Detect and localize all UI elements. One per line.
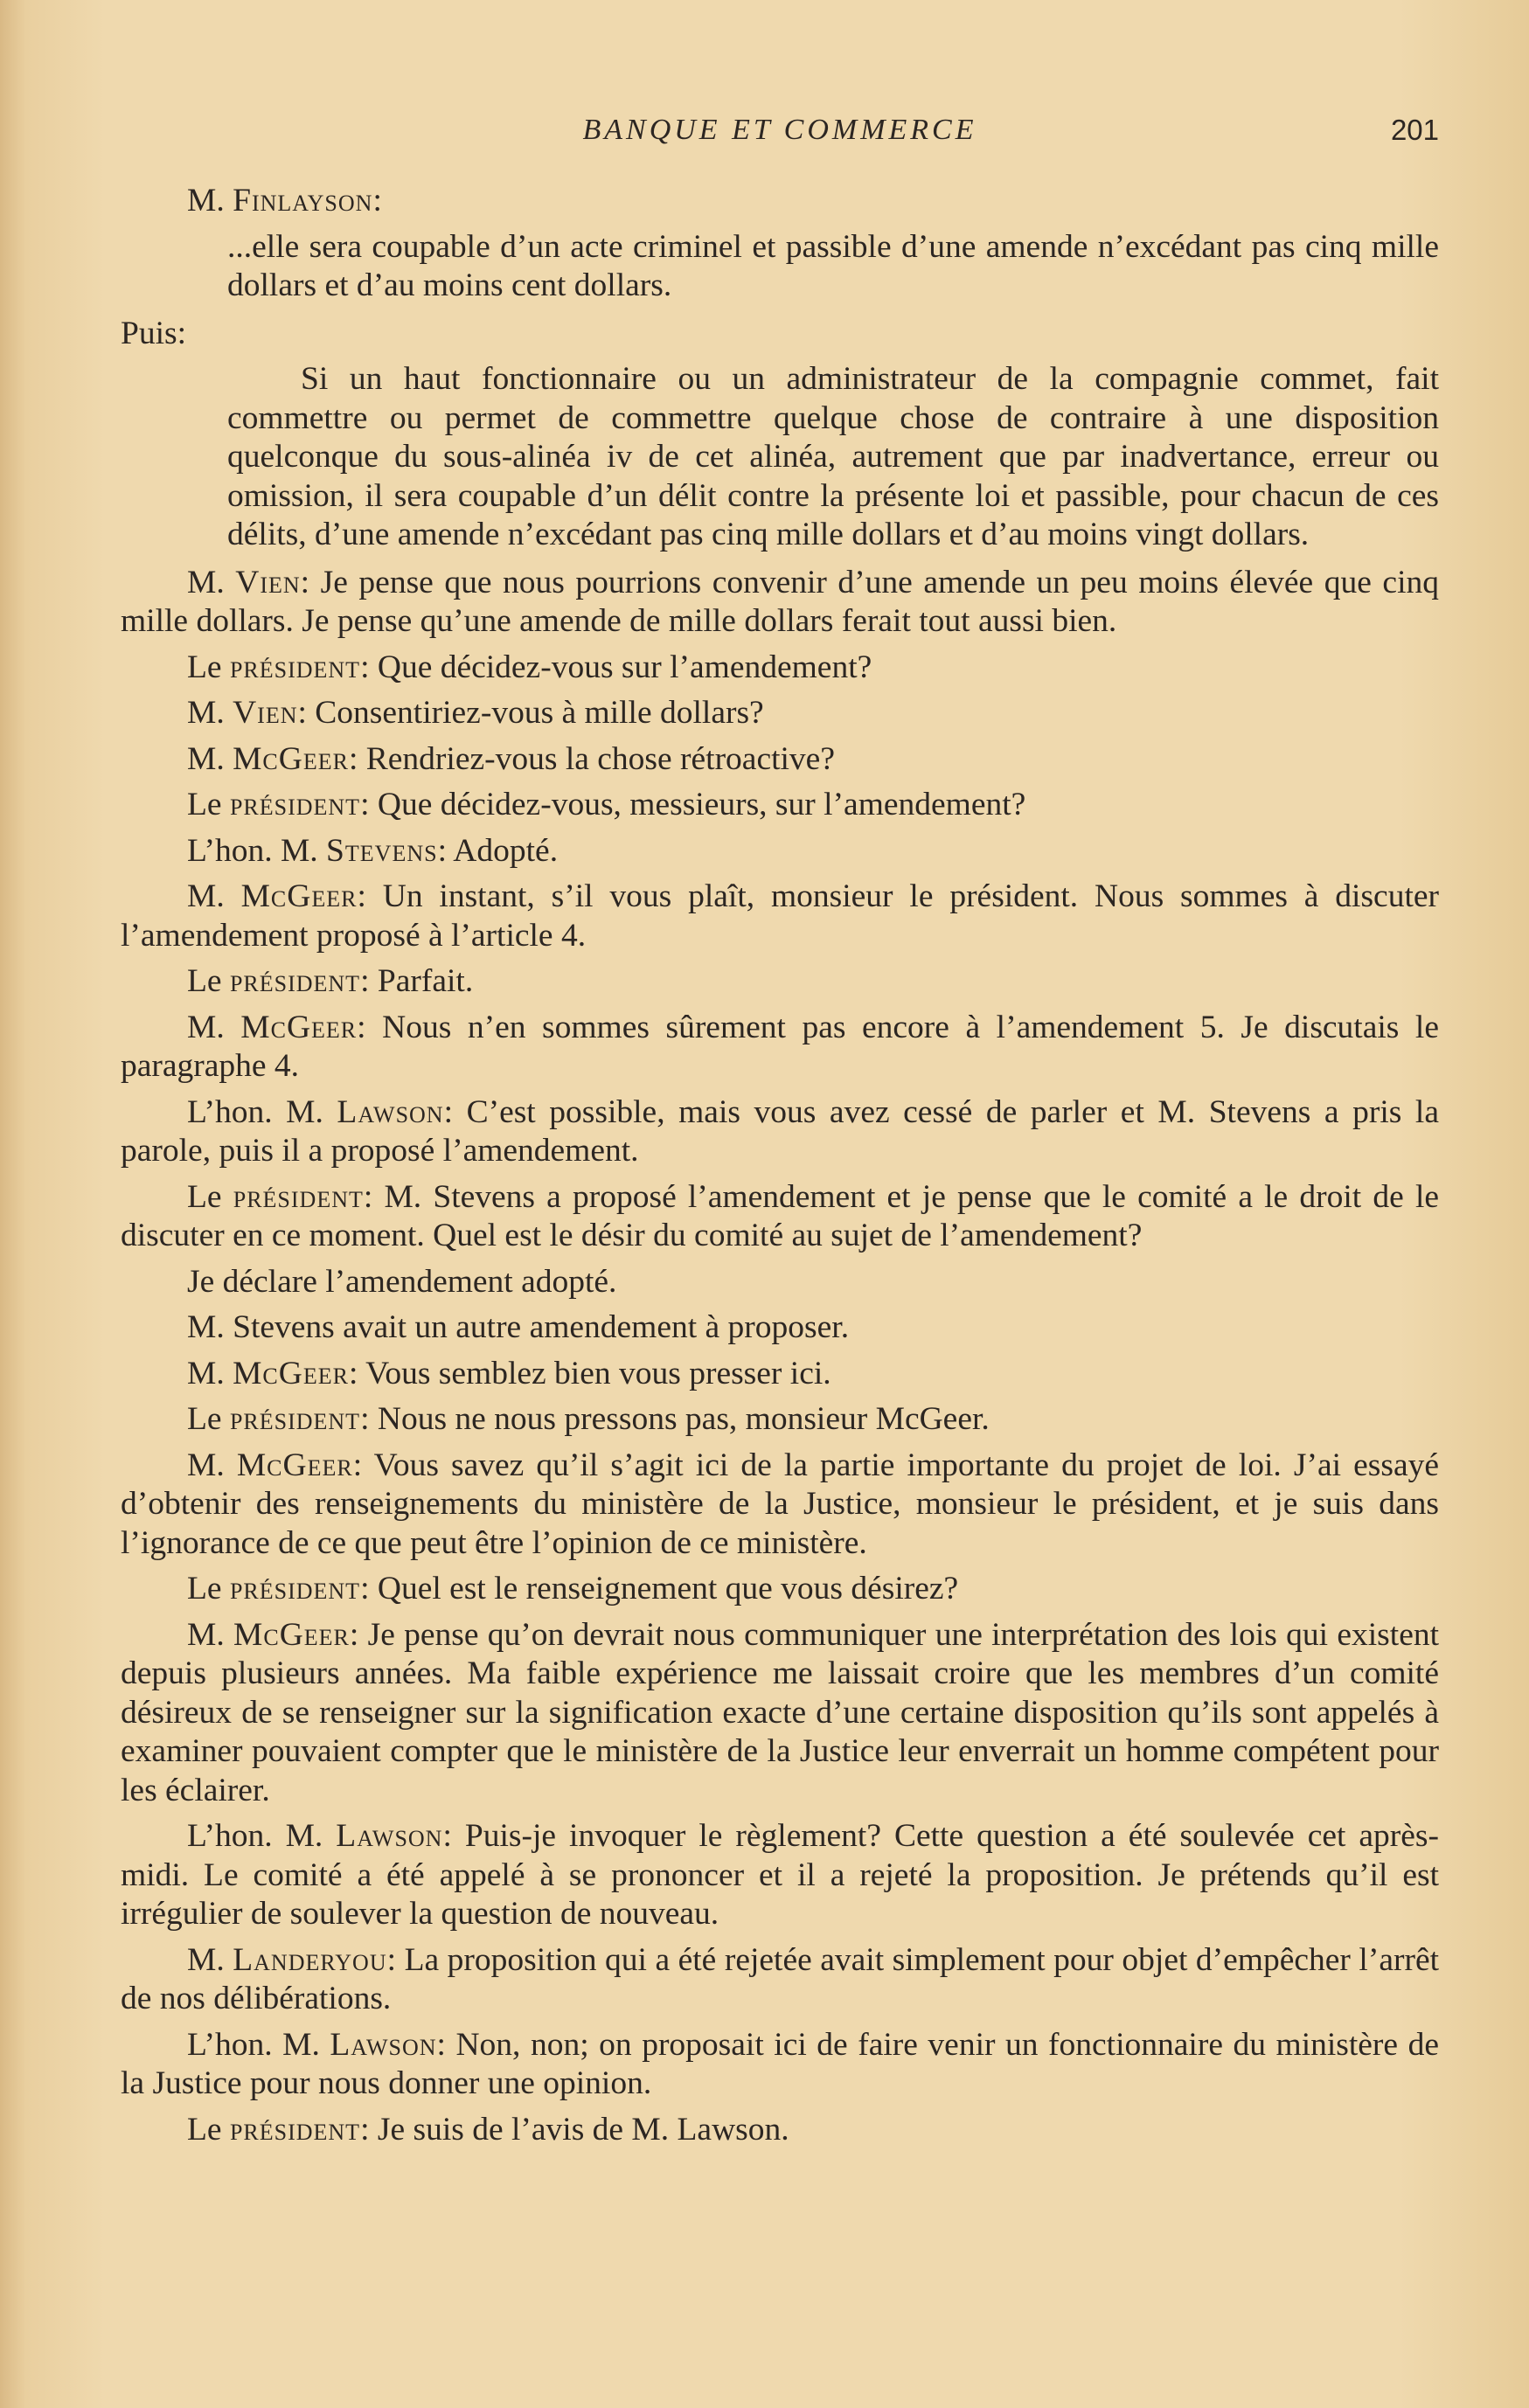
body-paragraph: Je déclare l’amendement adopté. — [187, 1263, 617, 1300]
speaker-name: Le président: — [187, 1401, 378, 1437]
speech-text: Puis-je invoquer le règlement? Cette question a été soulevée cet après-midi. Le comité a été appelé à se prononcer et il a rejeté la proposition. Je prétends qu’il est irrégulier de soulever la question de nouveau. — [121, 1818, 1440, 1932]
running-title: BANQUE ET COMMERCE — [582, 114, 977, 146]
speech-paragraph — [121, 1447, 1439, 1564]
speaker-name: M. Landeryou: — [187, 1941, 405, 1978]
speaker-name: L’hon. M. Lawson: — [187, 1818, 465, 1854]
speech-paragraph — [121, 1616, 1439, 1811]
speaker-name: M. McGeer: — [187, 878, 383, 914]
speech-text: Non, non; on proposait ici de faire venir un fonctionnaire du ministère de la Justice pour nous donner une opinion. — [121, 2026, 1439, 2101]
speaker-name: M. McGeer: — [187, 1355, 366, 1391]
speech-paragraph — [121, 182, 1439, 221]
speech-text: Quel est le renseignement que vous désirez? — [377, 1571, 959, 1606]
speech-paragraph — [121, 878, 1439, 955]
speech-text: Je pense que nous pourrions convenir d’une amende un peu moins élevée que cinq mille dollars. Je pense qu’une amende de mille dollars ferait tout aussi bien. — [121, 564, 1439, 639]
speaker-name: Le président: — [187, 2111, 378, 2148]
speech-paragraph — [121, 564, 1439, 642]
speaker-name: M. McGeer: — [187, 1447, 374, 1483]
speech-paragraph — [121, 1178, 1439, 1256]
speech-paragraph — [121, 1355, 1439, 1394]
speaker-name: Le président: — [187, 1571, 378, 1606]
body-paragraph: M. Stevens avait un autre amendement à proposer. — [187, 1309, 850, 1345]
page-header — [121, 114, 1439, 157]
transcript-body — [121, 182, 1439, 2156]
speech-text: Consentiriez-vous à mille dollars? — [315, 695, 764, 731]
speech-paragraph — [121, 2026, 1439, 2104]
speaker-name: Le président: — [187, 787, 378, 822]
speech-paragraph — [121, 1400, 1439, 1440]
speech-text: Je pense qu’on devrait nous communiquer une interprétation des lois qui existent depuis plusieurs années. Ma faible expérience me laissait croire que les membres d’un comité désireux de se renseigner sur la signification exacte d’une certaine disposition qu’ils sont appelés à examiner pouvaient compter que le ministère de la Justice leur enverrait un homme compétent pour les éclairer. — [121, 1616, 1440, 1808]
speaker-name: M. Vien: — [187, 695, 316, 731]
speech-paragraph — [121, 786, 1439, 825]
speaker-name: M. Vien: — [187, 564, 321, 600]
speech-text: Vous savez qu’il s’agit ici de la partie importante du projet de loi. J’ai essayé d’obtenir des renseignements du ministère de la Justice, monsieur le président, et je suis dans l’ignorance de ce que peut être l’opinion de ce ministère. — [121, 1447, 1439, 1561]
speech-text: Nous n’en sommes sûrement pas encore à l’amendement 5. Je discutais le paragraphe 4. — [121, 1009, 1439, 1084]
speech-text: Je suis de l’avis de M. Lawson. — [377, 2111, 789, 2148]
speech-paragraph — [121, 1817, 1439, 1934]
speaker-name: M. McGeer: — [187, 1009, 383, 1045]
speech-text: C’est possible, mais vous avez cessé de parler et M. Stevens a pris la parole, puis il a proposé l’amendement. — [121, 1093, 1439, 1169]
speech-text: Un instant, s’il vous plaît, monsieur le président. Nous sommes à discuter l’amendement proposé à l’article 4. — [121, 878, 1439, 954]
speech-paragraph — [121, 1570, 1439, 1609]
speech-paragraph — [121, 962, 1439, 1002]
speech-text: M. Stevens a proposé l’amendement et je pense que le comité a le droit de le discuter en ce moment. Quel est le désir du comité au sujet de l’amendement? — [121, 1178, 1440, 1253]
speech-text: Vous semblez bien vous presser ici. — [365, 1355, 831, 1391]
quoted-text: ...elle sera coupable d’un acte criminel et passible d’une amende n’excédant pas cinq mille dollars et d’au moins cent dollars. — [227, 228, 1439, 303]
page-number: 201 — [1390, 114, 1439, 146]
speech-paragraph — [121, 694, 1439, 733]
speaker-name: Le président: — [187, 1178, 385, 1215]
speech-text: Nous ne nous pressons pas, monsieur McGeer. — [377, 1401, 990, 1437]
speaker-name: Le président: — [187, 649, 378, 685]
speech-text: Parfait. — [377, 963, 474, 999]
speaker-name: L’hon. M. Lawson: — [187, 2026, 456, 2063]
speech-text: Que décidez-vous, messieurs, sur l’amendement? — [377, 787, 1026, 822]
speech-paragraph — [121, 1009, 1439, 1086]
speech-text: Rendriez-vous la chose rétroactive? — [365, 740, 835, 777]
speaker-name: M. McGeer: — [187, 1616, 368, 1653]
speaker-name: M. Finlayson: — [187, 183, 382, 219]
speech-paragraph — [121, 740, 1439, 780]
quoted-text: Si un haut fonctionnaire ou un administrateur de la compagnie commet, fait commettre ou permet de commettre quelque chose de contraire à une disposition quelconque du sous-alinéa iv de cet alinéa, autrement que par inadvertance, erreur ou omission, il sera coupable d’un délit contre la présente loi et passible, pour chacun de ces délits, d’une amende n’excédant pas cinq mille dollars et d’au moins vingt dollars. — [227, 361, 1439, 552]
speaker-name: M. McGeer: — [187, 740, 366, 777]
speech-text: La proposition qui a été rejetée avait simplement pour objet d’empêcher l’arrêt de nos délibérations. — [121, 1941, 1440, 2016]
speaker-name: L’hon. M. Stevens: — [187, 832, 454, 869]
transition-text: Puis: — [121, 315, 187, 351]
speech-paragraph — [121, 832, 1439, 871]
speaker-name: Le président: — [187, 963, 378, 999]
speech-paragraph — [121, 1941, 1439, 2019]
speech-text: Adopté. — [453, 832, 559, 869]
speaker-name: L’hon. M. Lawson: — [187, 1093, 467, 1130]
speech-paragraph — [121, 1093, 1439, 1171]
speech-paragraph — [121, 649, 1439, 688]
speech-paragraph — [121, 2111, 1439, 2150]
speech-text: Que décidez-vous sur l’amendement? — [377, 649, 872, 685]
